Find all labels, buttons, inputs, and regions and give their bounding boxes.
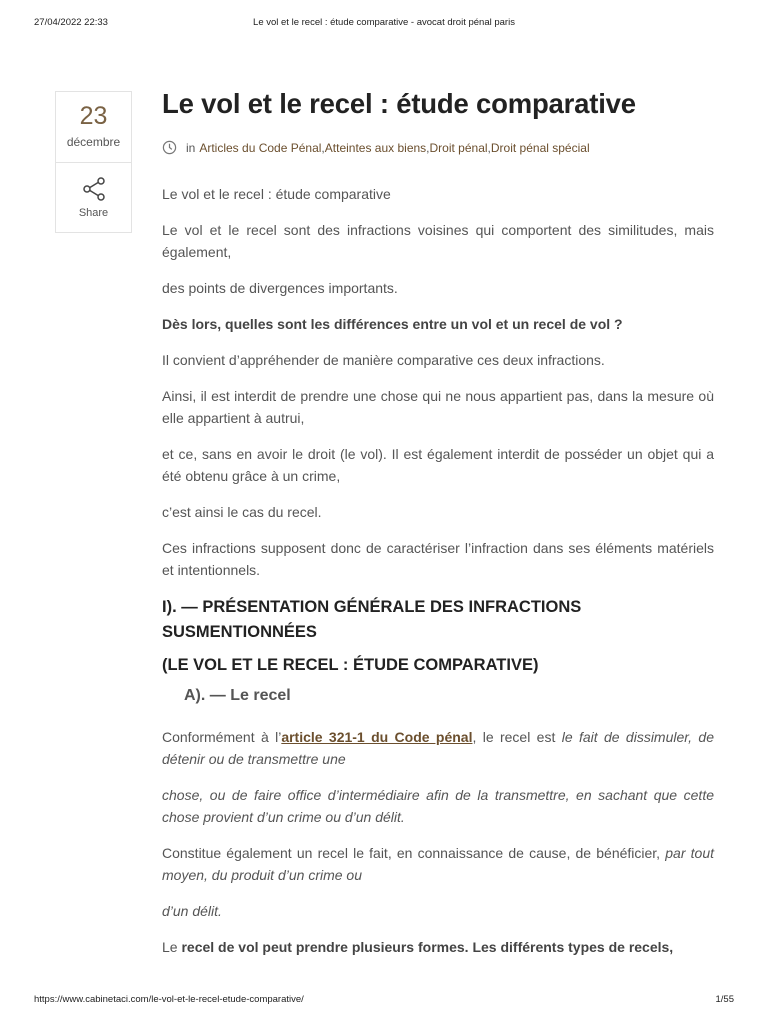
section-subheading: (LE VOL ET LE RECEL : ÉTUDE COMPARATIVE) — [162, 656, 539, 674]
subsection-heading: A). — Le recel — [184, 687, 291, 704]
paragraph — [162, 900, 714, 922]
paragraph — [162, 842, 714, 886]
print-header — [0, 17, 768, 31]
italic-text: chose, ou de faire office d’intermédiaire afin de la transmettre, en sachant que cette chose provient d’un crime ou d’un délit. — [162, 787, 714, 825]
paragraph: et ce, sans en avoir le droit (le vol). Il est également interdit de posséder un objet qui a été obtenu grâce à un crime, — [162, 446, 714, 484]
date-box-divider — [56, 162, 131, 163]
category-link-articles-code-penal[interactable]: Articles du Code Pénal — [199, 140, 322, 155]
clock-icon — [162, 140, 177, 155]
text: Le — [162, 939, 182, 955]
paragraph: Le vol et le recel sont des infractions voisines qui comportent des similitudes, mais également, — [162, 222, 714, 260]
print-url: https://www.cabinetaci.com/le-vol-et-le-recel-etude-comparative/ — [34, 994, 304, 1005]
category-separator: , — [426, 140, 430, 155]
meta-prefix: in — [186, 140, 196, 155]
paragraph: Ces infractions supposent donc de caractériser l’infraction dans ses éléments matériels et intentionnels. — [162, 540, 714, 578]
print-page-number: 1/55 — [715, 994, 734, 1005]
italic-text: d’un délit. — [162, 903, 222, 919]
paragraph — [162, 784, 714, 828]
italic-text: le fait de dissimuler, de détenir ou de transmettre une — [162, 729, 714, 767]
paragraph: Le vol et le recel : étude comparative — [162, 186, 391, 202]
print-doc-title: Le vol et le recel : étude comparative - avocat droit pénal paris — [253, 17, 515, 28]
article-body — [162, 183, 714, 972]
text: Constitue également un recel le fait, en connaissance de cause, de bénéficier, — [162, 845, 666, 861]
print-date: 27/04/2022 22:33 — [34, 17, 108, 28]
paragraph: Il convient d’appréhender de manière comparative ces deux infractions. — [162, 352, 605, 368]
text: Conformément à l’ — [162, 729, 282, 745]
post-month: décembre — [66, 135, 121, 149]
post-title: Le vol et le recel : étude comparative — [162, 88, 636, 119]
paragraph: des points de divergences importants. — [162, 280, 398, 296]
paragraph-article-ref — [162, 726, 714, 770]
share-label[interactable]: Share — [78, 207, 109, 219]
bold-text: Dès lors, quelles sont les différences entre un vol et un recel de vol ? — [162, 316, 623, 332]
italic-text: par tout moyen, du produit d’un crime ou — [162, 845, 714, 883]
text: , le recel est — [472, 729, 562, 745]
section-heading: I). — PRÉSENTATION GÉNÉRALE DES INFRACTIONS SUSMENTIONNÉES — [162, 598, 582, 641]
paragraph-question — [162, 313, 714, 335]
article-321-1-link[interactable]: article 321-1 du Code pénal — [281, 729, 473, 745]
category-separator: , — [487, 140, 491, 155]
post-date-box — [55, 91, 132, 233]
paragraph — [162, 936, 714, 958]
category-link-droit-penal-special[interactable]: Droit pénal spécial — [490, 140, 590, 155]
category-link-atteintes-aux-biens[interactable]: Atteintes aux biens — [324, 140, 427, 155]
paragraph: Ainsi, il est interdit de prendre une chose qui ne nous appartient pas, dans la mesure où elle appartient à autrui, — [162, 388, 714, 426]
category-link-droit-penal[interactable]: Droit pénal — [429, 140, 488, 155]
post-meta — [162, 140, 590, 155]
category-separator: , — [321, 140, 325, 155]
share-icon[interactable] — [81, 176, 107, 202]
bold-text: recel de vol peut prendre plusieurs formes. Les différents types de recels, — [181, 939, 674, 955]
paragraph: c’est ainsi le cas du recel. — [162, 504, 322, 520]
post-day: 23 — [79, 102, 108, 130]
